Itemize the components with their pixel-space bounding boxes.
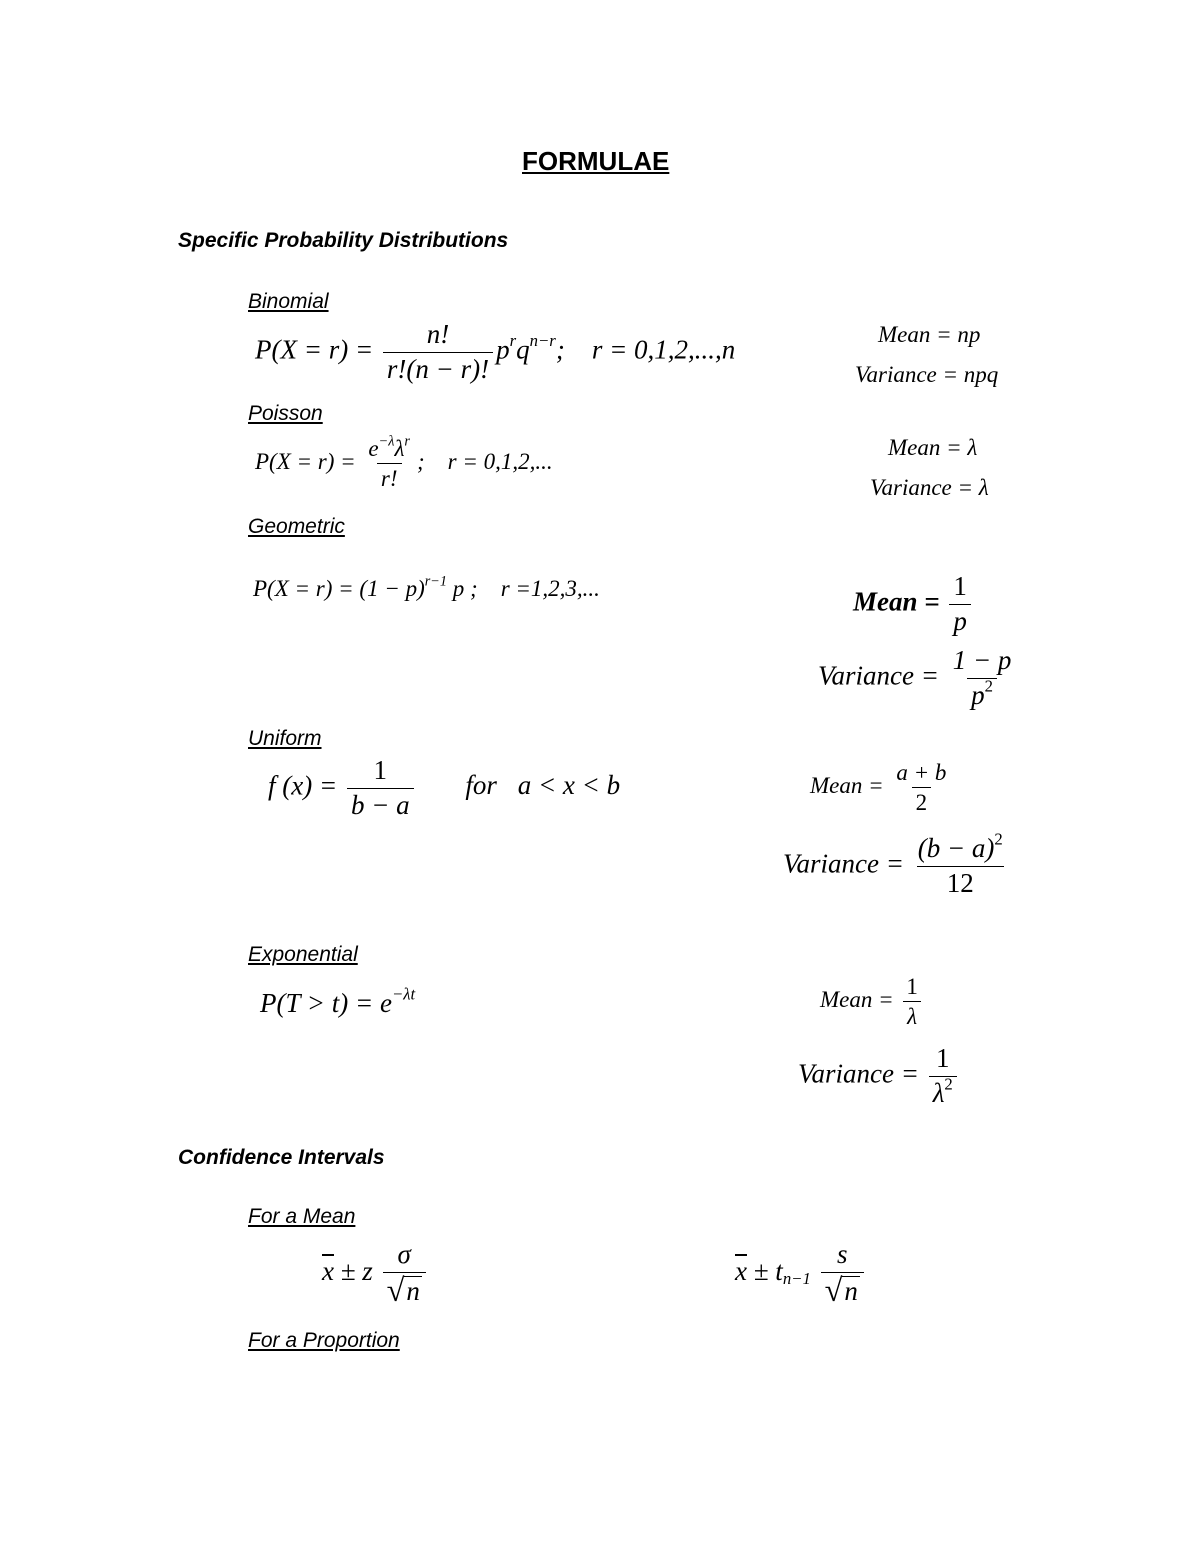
geometric-variance-den-exp: 2 bbox=[984, 676, 993, 696]
uniform-mean-lhs: Mean = bbox=[810, 773, 884, 799]
exponential-mean bbox=[820, 974, 925, 1030]
ci-mean-z-num: σ bbox=[397, 1239, 411, 1269]
exponential-variance-den-exp: 2 bbox=[944, 1074, 953, 1094]
geometric-pmf-lhs: P(X = r) = (1 − p) bbox=[253, 576, 425, 601]
ci-proportion-label: For a Proportion bbox=[248, 1329, 400, 1352]
uniform-mean-den: 2 bbox=[912, 787, 932, 815]
ci-mean-t-xbar: $\overline{x}$ bbox=[735, 1255, 747, 1286]
binomial-tail-exp2: n−r bbox=[529, 330, 556, 350]
ci-mean-t-den-n: n bbox=[844, 1276, 858, 1307]
poisson-frac-den: r! bbox=[377, 463, 402, 491]
poisson-pmf bbox=[255, 433, 553, 492]
ci-mean-z-den-n: n bbox=[406, 1276, 420, 1307]
uniform-mean-fraction bbox=[892, 760, 950, 816]
exponential-mean-fraction bbox=[902, 974, 922, 1030]
ci-mean-label: For a Mean bbox=[248, 1205, 356, 1228]
binomial-pmf-lhs: P(X = r) = bbox=[255, 334, 374, 365]
geometric-label: Geometric bbox=[248, 515, 345, 538]
sqrt-icon: √ bbox=[386, 1272, 405, 1309]
exponential-variance-lhs: Variance = bbox=[798, 1058, 919, 1089]
binomial-mean-text: Mean = np bbox=[878, 322, 981, 347]
geometric-variance bbox=[818, 646, 1018, 710]
poisson-frac-num bbox=[364, 433, 414, 463]
exponential-label: Exponential bbox=[248, 943, 358, 966]
poisson-num-exp: −λ bbox=[378, 433, 395, 450]
binomial-tail-q: q bbox=[516, 334, 530, 365]
poisson-label: Poisson bbox=[248, 402, 323, 425]
page-title: FORMULAE bbox=[522, 146, 670, 176]
binomial-frac-den: r!(n − r)! bbox=[383, 352, 493, 385]
geometric-variance-fraction bbox=[949, 646, 1016, 710]
binomial-pmf bbox=[255, 320, 735, 384]
poisson-variance bbox=[870, 475, 989, 501]
uniform-mean bbox=[810, 760, 953, 816]
geometric-pmf bbox=[253, 573, 600, 602]
uniform-frac-num: 1 bbox=[373, 755, 388, 785]
poisson-mean-text: Mean = λ bbox=[888, 435, 978, 460]
binomial-tail-p: p bbox=[496, 334, 510, 365]
poisson-num-e: e bbox=[368, 436, 379, 461]
section-heading-confidence-intervals: Confidence Intervals bbox=[178, 1146, 385, 1169]
sqrt-icon: √ bbox=[824, 1272, 843, 1309]
ci-mean-t-den bbox=[821, 1272, 864, 1307]
geometric-variance-den bbox=[967, 678, 997, 711]
geometric-mean bbox=[853, 572, 974, 636]
exponential-variance-den-base: λ bbox=[932, 1077, 945, 1108]
exponential-variance-num: 1 bbox=[935, 1043, 950, 1073]
poisson-fraction bbox=[364, 433, 414, 492]
uniform-label: Uniform bbox=[248, 727, 322, 750]
ci-mean-t-op: ± t bbox=[746, 1255, 783, 1286]
ci-mean-t-fraction bbox=[821, 1240, 864, 1307]
exponential-variance-den bbox=[929, 1076, 957, 1109]
exponential-mean-num: 1 bbox=[906, 974, 918, 999]
exponential-cdf-exp: −λt bbox=[391, 984, 416, 1004]
uniform-variance-num-exp: 2 bbox=[994, 829, 1003, 849]
geometric-mean-fraction bbox=[949, 572, 971, 636]
binomial-range: ; r = 0,1,2,...,n bbox=[555, 334, 736, 365]
uniform-variance-den: 12 bbox=[917, 866, 1004, 899]
exponential-variance-fraction bbox=[929, 1044, 957, 1108]
geometric-mean-num: 1 bbox=[953, 571, 967, 601]
poisson-num-exp2: r bbox=[404, 433, 410, 450]
geometric-mean-lhs: Mean = bbox=[853, 586, 940, 617]
uniform-variance-fraction bbox=[914, 829, 1007, 898]
binomial-tail-exp1: r bbox=[509, 330, 517, 350]
geometric-mean-den: p bbox=[949, 604, 971, 637]
binomial-variance-text: Variance = npq bbox=[855, 362, 999, 387]
binomial-fraction bbox=[383, 320, 493, 384]
uniform-condition-word: for bbox=[465, 770, 497, 801]
uniform-fraction bbox=[347, 756, 414, 820]
uniform-variance-num-text: (b − a) bbox=[917, 833, 995, 863]
poisson-range: ; r = 0,1,2,... bbox=[416, 449, 553, 475]
poisson-variance-text: Variance = λ bbox=[870, 475, 989, 500]
exponential-mean-den: λ bbox=[903, 1001, 921, 1029]
binomial-frac-num: n! bbox=[426, 319, 450, 349]
uniform-variance-lhs: Variance = bbox=[783, 848, 904, 879]
uniform-variance-num bbox=[914, 829, 1007, 866]
exponential-cdf bbox=[260, 984, 416, 1019]
ci-mean-z-op: ± z bbox=[333, 1255, 373, 1286]
ci-mean-t-num: s bbox=[836, 1239, 848, 1269]
uniform-frac-den: b − a bbox=[347, 788, 414, 821]
ci-mean-t-sub: n−1 bbox=[782, 1268, 811, 1288]
binomial-variance bbox=[855, 362, 998, 388]
section-heading-distributions: Specific Probability Distributions bbox=[178, 229, 509, 252]
ci-mean-z-xbar: $\overline{x}$ bbox=[322, 1255, 334, 1286]
exponential-cdf-lhs: P(T > t) = e bbox=[260, 988, 392, 1018]
ci-mean-z-fraction bbox=[383, 1240, 426, 1307]
geometric-variance-den-base: p bbox=[971, 679, 985, 710]
exponential-mean-lhs: Mean = bbox=[820, 987, 894, 1013]
exponential-variance bbox=[798, 1044, 960, 1108]
geometric-variance-num: 1 − p bbox=[952, 645, 1012, 675]
binomial-label: Binomial bbox=[248, 290, 329, 313]
uniform-mean-num: a + b bbox=[896, 760, 947, 785]
uniform-condition: a < x < b bbox=[517, 770, 621, 801]
uniform-variance bbox=[783, 829, 1010, 898]
poisson-mean bbox=[888, 435, 977, 461]
geometric-variance-lhs: Variance = bbox=[818, 660, 939, 691]
poisson-num-lambda: λ bbox=[394, 436, 405, 461]
geometric-pmf-exp: r−1 bbox=[424, 573, 448, 590]
ci-mean-t bbox=[735, 1240, 867, 1307]
poisson-pmf-lhs: P(X = r) = bbox=[255, 449, 356, 475]
uniform-pdf bbox=[268, 756, 620, 820]
ci-mean-z bbox=[322, 1240, 429, 1307]
binomial-mean bbox=[878, 322, 980, 348]
ci-mean-z-den bbox=[383, 1272, 426, 1307]
geometric-pmf-tail: p ; r =1,2,3,... bbox=[452, 576, 600, 601]
uniform-pdf-lhs: f (x) = bbox=[268, 770, 338, 801]
